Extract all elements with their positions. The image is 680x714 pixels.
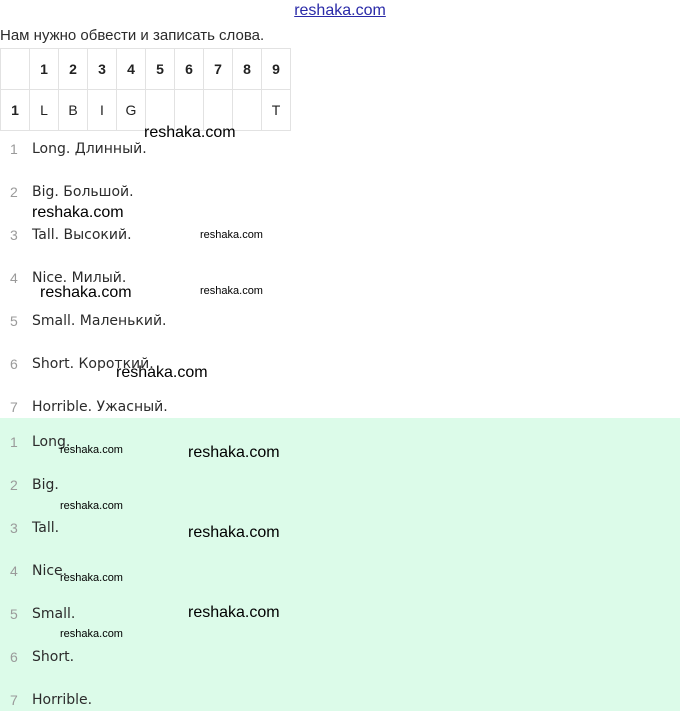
- grid-col-header: 4: [117, 49, 146, 90]
- item-text: Nice.: [32, 563, 68, 579]
- item-text: Small. Маленький.: [32, 313, 167, 329]
- grid-col-header: 3: [88, 49, 117, 90]
- watermark: reshaka.com: [188, 604, 280, 621]
- grid-col-header: 6: [175, 49, 204, 90]
- grid-cell: B: [59, 90, 88, 131]
- item-number: 2: [10, 477, 18, 493]
- item-text: Short. Короткий.: [32, 356, 154, 372]
- grid-col-header: 2: [59, 49, 88, 90]
- item-number: 4: [10, 270, 18, 286]
- item-text: Long. Длинный.: [32, 141, 147, 157]
- item-number: 5: [10, 313, 18, 329]
- letter-grid: [0, 48, 291, 131]
- item-number: 2: [10, 184, 18, 200]
- item-text: Horrible. Ужасный.: [32, 399, 168, 415]
- watermark: reshaka.com: [60, 572, 123, 584]
- item-number: 3: [10, 227, 18, 243]
- header-watermark-link[interactable]: reshaka.com: [294, 2, 386, 19]
- watermark: reshaka.com: [200, 285, 263, 297]
- item-number: 1: [10, 434, 18, 450]
- grid-header-row: [1, 49, 291, 90]
- item-text: Big. Большой.: [32, 184, 134, 200]
- grid-cell: L: [30, 90, 59, 131]
- grid-cell: [233, 90, 262, 131]
- grid-cell: G: [117, 90, 146, 131]
- grid-col-header: 5: [146, 49, 175, 90]
- watermark: reshaka.com: [188, 524, 280, 541]
- item-number: 6: [10, 356, 18, 372]
- item-text: Horrible.: [32, 692, 93, 708]
- watermark: reshaka.com: [200, 229, 263, 241]
- item-text: Short.: [32, 649, 75, 665]
- grid-corner-cell: [1, 49, 30, 90]
- item-number: 4: [10, 563, 18, 579]
- item-number: 7: [10, 399, 18, 415]
- watermark: reshaka.com: [32, 204, 124, 221]
- watermark: reshaka.com: [60, 444, 123, 456]
- watermark: reshaka.com: [40, 284, 132, 301]
- item-text: Small.: [32, 606, 76, 622]
- item-number: 7: [10, 692, 18, 708]
- item-number: 5: [10, 606, 18, 622]
- grid-cell: I: [88, 90, 117, 131]
- answer-list: [0, 418, 680, 711]
- item-number: 6: [10, 649, 18, 665]
- item-text: Long.: [32, 434, 71, 450]
- grid-cell: T: [262, 90, 291, 131]
- grid-col-header: 9: [262, 49, 291, 90]
- grid-col-header: 7: [204, 49, 233, 90]
- item-number: 3: [10, 520, 18, 536]
- item-text: Big.: [32, 477, 59, 493]
- grid-col-header: 8: [233, 49, 262, 90]
- watermark: reshaka.com: [60, 500, 123, 512]
- item-text: Nice. Милый.: [32, 270, 127, 286]
- item-text: Tall. Высокий.: [32, 227, 132, 243]
- watermark: reshaka.com: [60, 628, 123, 640]
- item-number: 1: [10, 141, 18, 157]
- grid-row-header: 1: [1, 90, 30, 131]
- grid-col-header: 1: [30, 49, 59, 90]
- item-text: Tall.: [32, 520, 60, 536]
- task-instruction: Нам нужно обвести и записать слова.: [0, 27, 265, 44]
- watermark: reshaka.com: [116, 364, 208, 381]
- watermark: reshaka.com: [188, 444, 280, 461]
- watermark: reshaka.com: [144, 124, 236, 141]
